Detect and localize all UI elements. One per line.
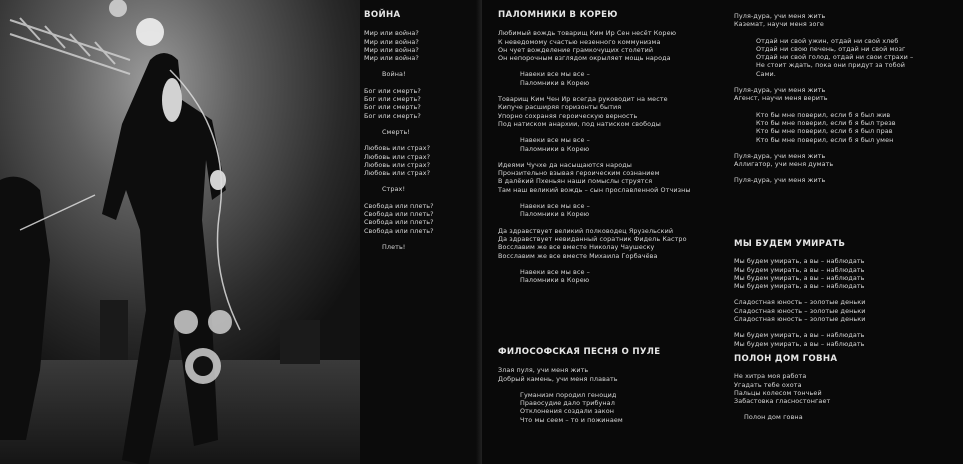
lyric-line: Пуля-дура, учи меня жить	[734, 12, 826, 20]
lyric-line: Свобода или плеть?	[364, 226, 434, 235]
lyric-line: Восславим же все вместе Николау Чаушеску	[498, 243, 655, 252]
palomniki-lyrics	[498, 11, 718, 284]
lyric-line: Под натиском анархии, под натиском свободы	[498, 119, 661, 128]
lyric-line: Идеями Чучхе да насыщаются народы	[498, 160, 632, 169]
lyric-line: Свобода или плеть?	[364, 201, 434, 210]
lyric-line: Забастовка гласностонгает	[734, 397, 831, 406]
lyric-line: Что мы сеем – то и пожинаем	[520, 415, 623, 424]
pulya-lyrics-continued	[734, 12, 956, 185]
lyric-line: Кто бы мне поверил, если б я был прав	[756, 127, 893, 136]
lyric-line: Бог или смерть?	[364, 111, 421, 120]
lyric-line: Мы будем умирать, а вы – наблюдать	[734, 339, 865, 348]
lyric-line: Бог или смерть?	[364, 103, 421, 112]
lyric-line: Он чует вожделение грамкочущих столетий	[498, 45, 654, 54]
lyric-line: Не стоит ждать, пока они придут за тобой	[756, 61, 905, 70]
lyric-line: Любовь или страх?	[364, 160, 431, 169]
lyric-line: Каземат, научи меня зоге	[734, 20, 824, 29]
lyric-line: Кто бы мне поверил, если б я был жив	[756, 110, 891, 119]
lyric-line: Мир или война?	[364, 37, 419, 46]
lyric-line: Кипуче расширяя горизонты бытия	[498, 103, 622, 112]
lyric-line: Пуля-дура, учи меня жить	[734, 86, 826, 95]
lyric-line: Бог или смерть?	[364, 86, 421, 95]
lyric-line: Пуля-дура, учи меня жить	[734, 176, 826, 185]
lyric-line: Мы будем умирать, а вы – наблюдать	[734, 273, 865, 282]
lyric-line: Плеть!	[382, 242, 406, 251]
lyric-line: К неведомому счастью незенного коммунизма	[498, 37, 661, 46]
voyna-title: ВОЙНА	[364, 10, 401, 20]
lyric-line: Злая пуля, учи меня жить	[498, 366, 589, 375]
lyric-line: Свобода или плеть?	[364, 218, 434, 227]
lyric-line: Паломники в Корею	[520, 78, 590, 87]
lyric-line: В далёкий Пхеньян наши помыслы струятся	[498, 177, 653, 186]
lyric-line: Навеки все мы все –	[520, 202, 590, 211]
lyric-line: Отдай ни свою печень, отдай ни свой мозг	[756, 44, 906, 53]
lyric-line: Смерть!	[382, 127, 411, 136]
lyric-line: Да здравствует невиданный соратник Фидель Кастро	[498, 234, 687, 243]
lyric-line: Мир или война?	[364, 54, 419, 63]
lyric-line: Свобода или плеть?	[364, 210, 434, 219]
lyric-line: Агенст, научи меня верить	[734, 94, 828, 103]
lyric-line: Навеки все мы все –	[520, 136, 590, 145]
lyric-line: Пронзительно взывая героическим сознанием	[498, 169, 660, 178]
govna-lyrics	[734, 355, 956, 422]
umirat-lyrics	[734, 240, 956, 348]
lyric-line: Полон дом говна	[744, 413, 803, 422]
lyric-line: Сладостная юность – золотые деньки	[734, 306, 866, 315]
lyric-line: Любимый вождь товарищ Ким Ир Сен несёт Корею	[498, 29, 677, 38]
lyric-line: Отдай ни свой голод, отдай ни свои страхи –	[756, 53, 914, 62]
lyric-line: Любовь или страх?	[364, 144, 431, 153]
lyric-line: Гуманизм породил геноцид	[520, 390, 617, 399]
lyric-line: Страх!	[382, 185, 406, 194]
lyric-line: Пуля-дура, учи меня жить	[734, 151, 826, 160]
pulya-title: ФИЛОСОФСКАЯ ПЕСНЯ О ПУЛЕ	[498, 347, 661, 357]
lyric-line: Он непорочным взглядом окрыляет мощь народа	[498, 54, 671, 63]
lyric-line: Упорно сохраняя героическую верность	[498, 111, 638, 120]
lyric-line: Пальцы колесом тончьей	[734, 388, 822, 397]
pulya-lyrics-start	[498, 348, 718, 424]
lyric-line: Мы будем умирать, а вы – наблюдать	[734, 257, 865, 266]
lyric-line: Война!	[382, 70, 406, 79]
lyric-line: Товарищ Ким Чен Ир всегда руководит на месте	[498, 95, 668, 104]
umirat-title: МЫ БУДЕМ УМИРАТЬ	[734, 239, 846, 249]
lyric-line: Правосудие дало трибунал	[520, 399, 615, 408]
lyric-line: Паломники в Корею	[520, 210, 590, 219]
lyric-line: Любовь или страх?	[364, 169, 431, 178]
lyric-line: Мир или война?	[364, 29, 419, 38]
concert-photo	[0, 0, 360, 464]
govna-title: ПОЛОН ДОМ ГОВНА	[734, 354, 838, 364]
lyric-line: Любовь или страх?	[364, 152, 431, 161]
lyric-line: Там наш великий вождь – сын прославленной Отчизны	[498, 185, 691, 194]
lyric-line: Паломники в Корею	[520, 276, 590, 285]
lyric-line: Аллигатор, учи меня думать	[734, 160, 834, 169]
lyric-line: Мы будем умирать, а вы – наблюдать	[734, 282, 865, 291]
lyric-line: Кто бы мне поверил, если б я был трезв	[756, 118, 896, 127]
right-booklet-page	[482, 0, 963, 464]
lyric-line: Добрый камень, учи меня плавать	[498, 374, 618, 383]
lyric-line: Восславим же все вместе Михаила Горбачёва	[498, 251, 658, 260]
lyric-line: Навеки все мы все –	[520, 70, 590, 79]
lyric-line: Угадать тебе охота	[734, 380, 802, 389]
lyric-line: Мы будем умирать, а вы – наблюдать	[734, 265, 865, 274]
lyric-line: Сами.	[756, 69, 776, 78]
lyric-line: Отклонения создали закон	[520, 407, 615, 416]
lyric-line: Бог или смерть?	[364, 95, 421, 104]
lyric-line: Сладостная юность – золотые деньки	[734, 298, 866, 307]
palomniki-title: ПАЛОМНИКИ В КОРЕЮ	[498, 10, 618, 20]
lyric-line: Не хитра моя работа	[734, 372, 807, 381]
lyric-line: Отдай ни свой ужин, отдай ни свой хлеб	[756, 36, 899, 45]
voyna-lyrics	[364, 11, 474, 251]
lyric-line: Да здравствует великий полководец Ярузельский	[498, 226, 674, 235]
lyric-line: Мы будем умирать, а вы – наблюдать	[734, 331, 865, 340]
lyric-line: Кто бы мне поверил, если б я был умен	[756, 135, 894, 144]
lyric-line: Сладостная юность – золотые деньки	[734, 315, 866, 324]
lyric-line: Паломники в Корею	[520, 144, 590, 153]
lyric-line: Мир или война?	[364, 45, 419, 54]
lyric-line: Навеки все мы все –	[520, 267, 590, 276]
